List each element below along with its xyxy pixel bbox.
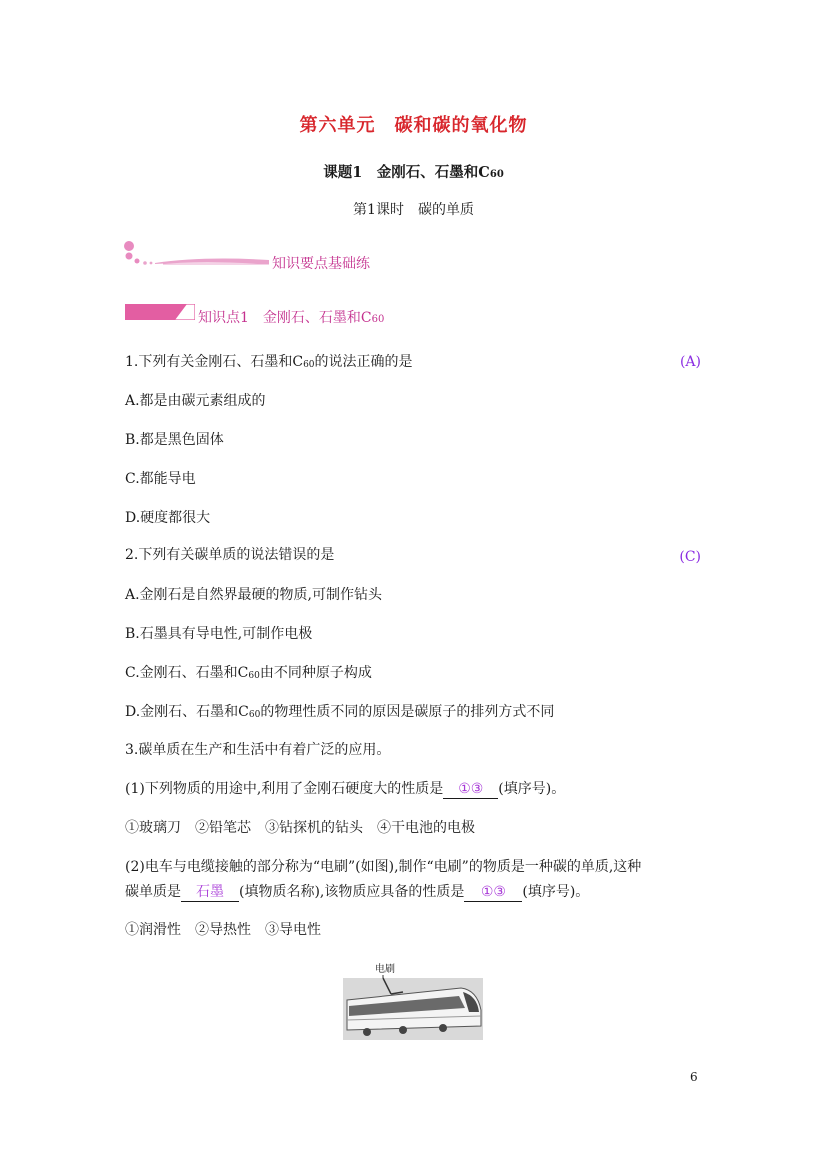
tram-illustration [343,960,483,1040]
q2-option-d [125,702,554,725]
q2-option-c [125,663,372,686]
q2-option-c-a: C.金刚石、石墨和C [125,665,249,681]
q3-part2-blank2: ①③ [464,883,522,902]
q3-part2-line1: (2)电车与电缆接触的部分称为“电刷”(如图),制作“电刷”的物质是一种碳的单质,这种 [125,859,642,875]
q3-part1-text: (1)下列物质的用途中,利用了金刚石硬度大的性质是 [125,781,444,797]
q3-part2-mid: (填物质名称),该物质应具备的性质是 [239,884,465,900]
q2-option-a: A.金刚石是自然界最硬的物质,可制作钻头 [125,587,383,603]
unit-title: 第六单元 碳和碳的氧化物 [299,115,528,136]
q2-stem: 2.下列有关碳单质的说法错误的是 [125,547,335,563]
q3-part2-tail: (填序号)。 [522,884,590,900]
page-number: 6 [690,1070,698,1084]
knowledge-point-bar [125,304,195,320]
q1-stem-a: 1.下列有关金刚石、石墨和C [125,354,304,370]
q1-stem-b: 的说法正确的是 [314,354,413,370]
knowledge-point-text: 知识点1 金刚石、石墨和C [198,310,372,326]
q1-option-b: B.都是黑色固体 [125,432,224,448]
q1-option-d: D.硬度都很大 [125,510,211,526]
q2-option-d-b: 的物理性质不同的原因是碳原子的排列方式不同 [260,704,555,720]
q2-answer: (C) [679,549,701,565]
q3-part1-tail: (填序号)。 [498,781,566,797]
q2-option-b: B.石墨具有导电性,可制作电极 [125,626,313,642]
q3-part2-options: ①润滑性 ②导热性 ③导电性 [125,922,321,938]
q3-part2-text: 碳单质是 [125,884,181,900]
tram-figure [343,960,483,1040]
q3-part1-blank: ①③ [443,780,498,799]
q1-option-a: A.都是由碳元素组成的 [125,393,266,409]
q2-option-c-b: 由不同种原子构成 [259,665,372,681]
knowledge-point-title [198,307,384,327]
q3-part2-line2 [125,882,589,902]
q2-option-d-subscript: 60 [248,710,261,720]
section-label: 知识要点基础练 [272,256,370,272]
lesson-title-text: 课题1 金刚石、石墨和C [323,164,490,181]
q1-option-c: C.都能导电 [125,471,196,487]
q3-part1 [125,779,565,799]
period-title: 第1课时 碳的单质 [353,202,474,218]
q1-stem [125,352,413,375]
q3-part1-options: ①玻璃刀 ②铅笔芯 ③钻探机的钻头 ④干电池的电极 [125,820,475,836]
q1-answer: (A) [679,354,701,370]
figure-label: 电刷 [373,960,397,975]
q2-option-c-subscript: 60 [248,671,260,681]
knowledge-point-subscript: 60 [371,314,385,325]
lesson-title [0,161,827,182]
q1-stem-subscript: 60 [303,360,315,370]
q3-part2-blank1: 石墨 [181,883,239,902]
q2-option-d-a: D.金刚石、石墨和C [125,704,249,720]
q3-stem: 3.碳单质在生产和生活中有着广泛的应用。 [125,742,391,758]
lesson-title-subscript: 60 [489,169,504,180]
